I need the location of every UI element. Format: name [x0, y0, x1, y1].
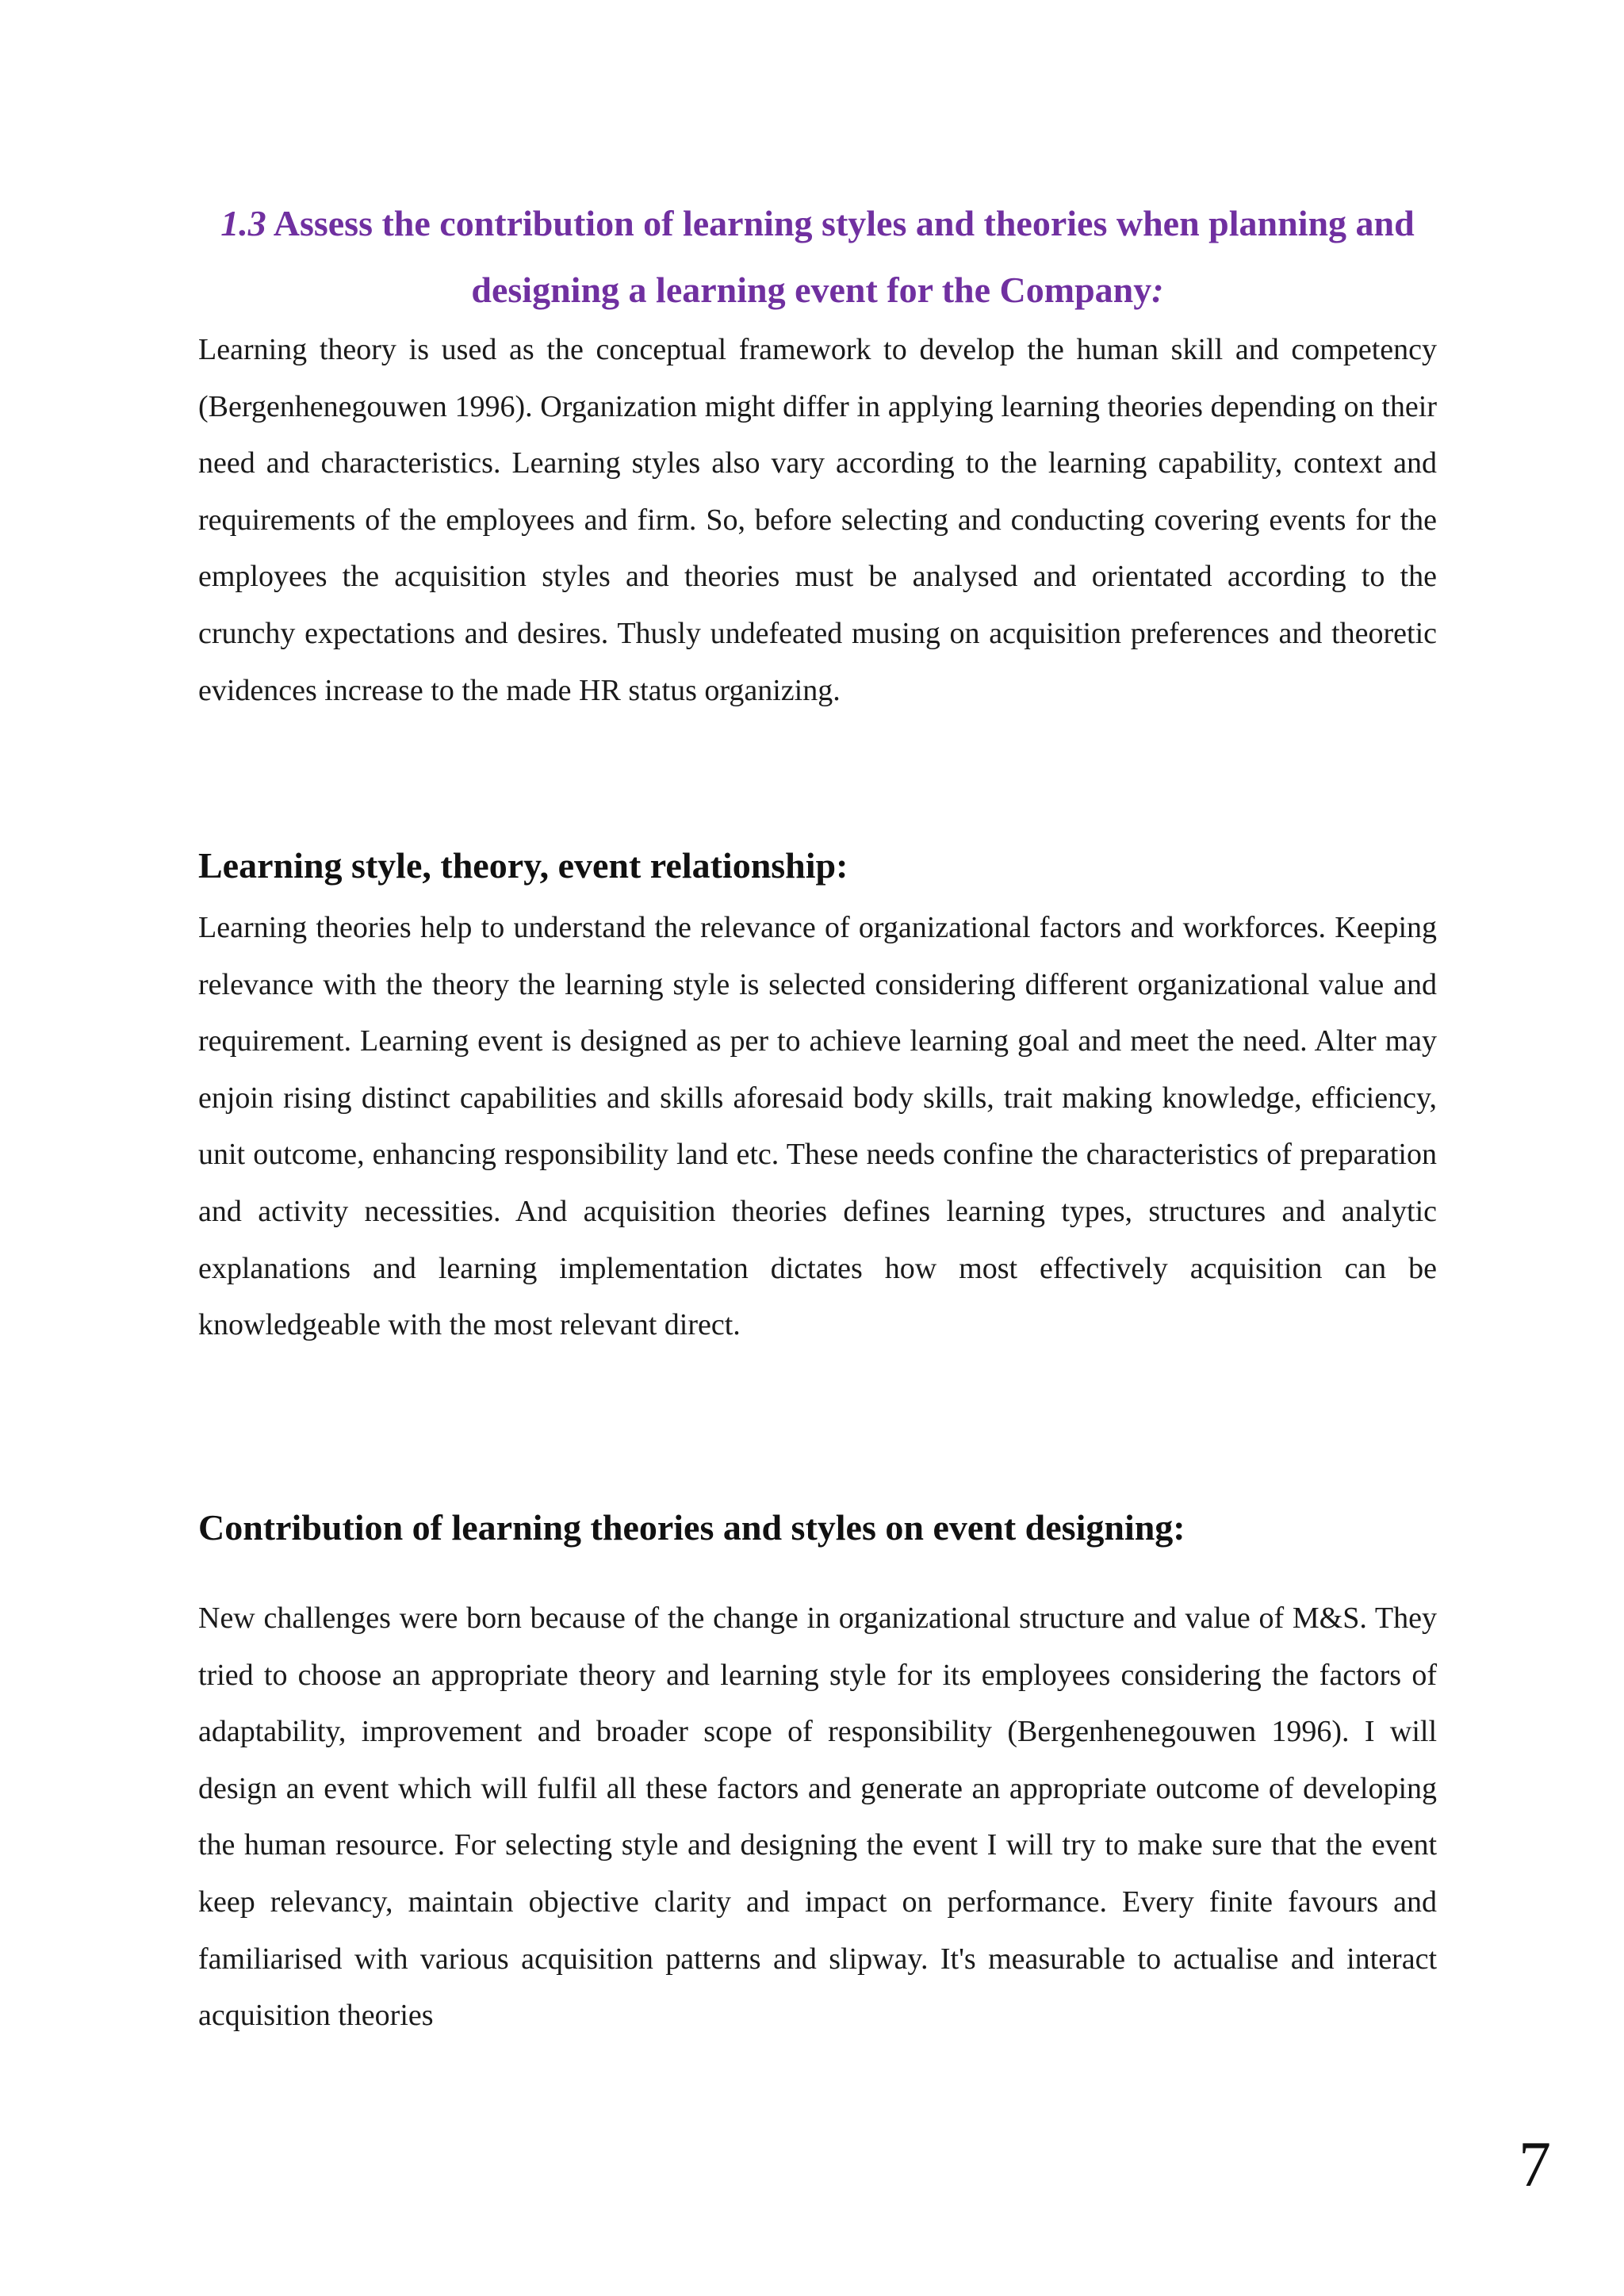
- main-heading-colon: :: [1151, 270, 1164, 310]
- page-number: 7: [1519, 2128, 1551, 2200]
- paragraph-relationship: Learning theories help to understand the relevance of organizational factors and workforces. Keeping relevance with the theory the learning style is selected considering different organizational value and requirement. Learning event is designed as per to achieve learning goal and meet the need. Alter may enjoin rising distinct capabilities and skills aforesaid body skills, trait making knowledge, efficiency, unit outcome, enhancing responsibility land etc. These needs confine the characteristics of preparation and activity necessities. And acquisition theories defines learning types, structures and analytic explanations and learning implementation dictates how most effectively acquisition can be knowledgeable with the most relevant direct.: [198, 911, 1437, 1342]
- paragraph-learning-theory: Learning theory is used as the conceptual framework to develop the human skill and competency (Bergenhenegouwen 1996). Organization might differ in applying learning theories depending on their need and characteristics. Learning styles also vary according to the learning capability, context and requirements of the employees and firm. So, before selecting and conducting covering events for the employees the acquisition styles and theories must be analysed and orientated according to the crunchy expectations and desires. Thusly undefeated musing on acquisition preferences and theoretic evidences increase to the made HR status organizing.: [198, 333, 1437, 707]
- section-number: 1.3: [220, 203, 266, 243]
- main-heading: [198, 190, 1437, 323]
- heading-contribution: Contribution of learning theories and styles on event designing:: [198, 1507, 1185, 1548]
- paragraph-contribution: New challenges were born because of the change in organizational structure and value of M&S. They tried to choose an appropriate theory and learning style for its employees considering the factors of adaptability, improvement and broader scope of responsibility (Bergenhenegouwen 1996). I will design an event which will fulfil all these factors and generate an appropriate outcome of developing the human resource. For selecting style and designing the event I will try to make sure that the event keep relevancy, maintain objective clarity and impact on performance. Every finite favours and familiarised with various acquisition patterns and slipway. It's measurable to actualise and interact acquisition theories: [198, 1601, 1437, 2033]
- heading-relationship: Learning style, theory, event relationship:: [198, 845, 848, 886]
- main-heading-text: Assess the contribution of learning styles and theories when planning and designing a learning event for the Company: [273, 203, 1415, 310]
